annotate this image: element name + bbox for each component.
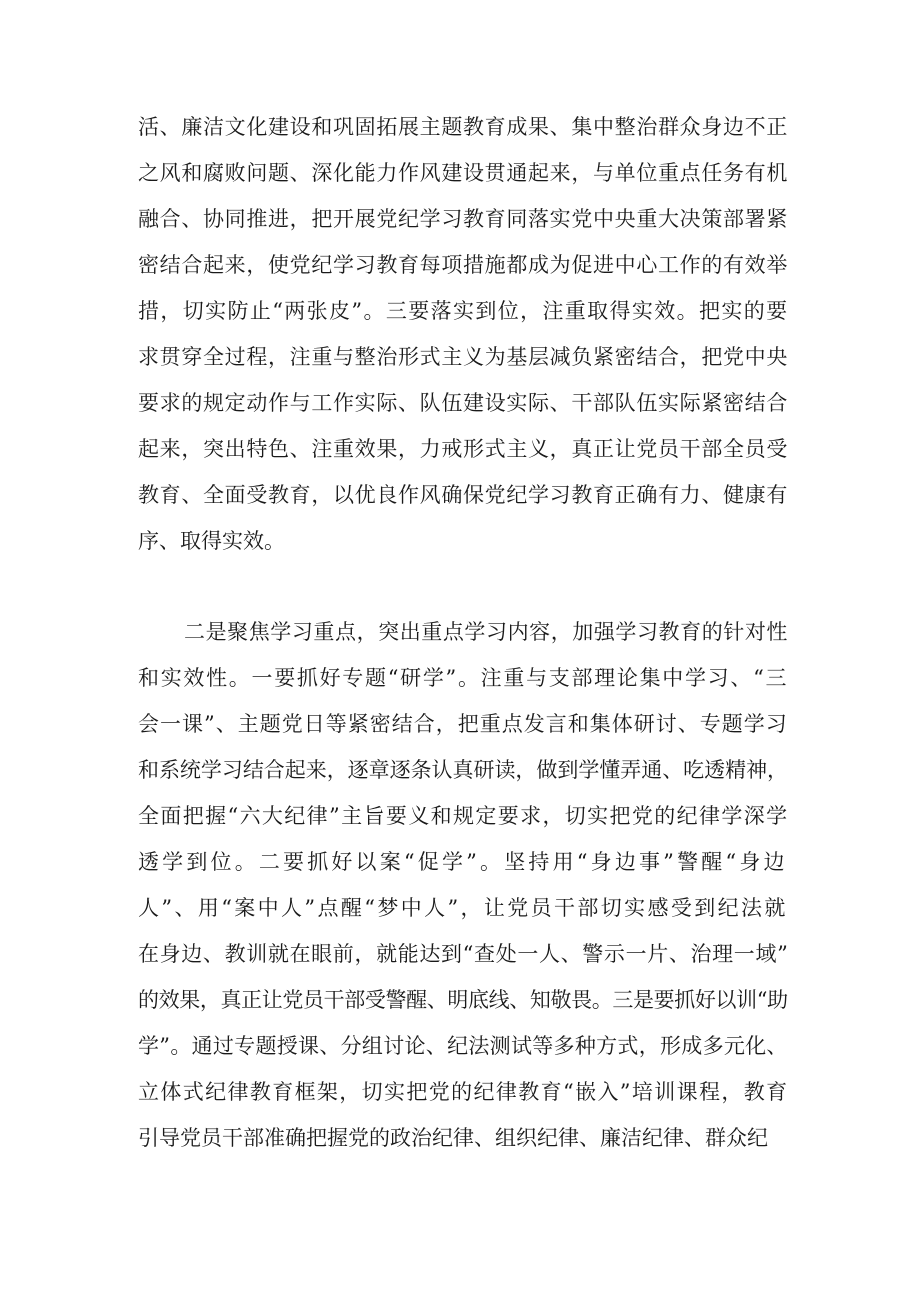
paragraph-line: 融合、协同推进，把开展党纪学习教育同落实党中央重大决策部署紧	[138, 207, 789, 231]
paragraph-1	[138, 104, 788, 574]
paragraph-line: 和系统学习结合起来，逐章逐条认真研读，做到学懂弄通、吃透精神，	[138, 758, 789, 782]
paragraph-line: 在身边、教训就在眼前，就能达到“查处一人、警示一片、治理一域”	[138, 942, 789, 966]
paragraph-line: 学”。通过专题授课、分组讨论、纪法测试等多种方式，形成多元化、	[138, 1034, 788, 1058]
paragraph-line: 引导党员干部准确把握党的政治纪律、组织纪律、廉洁纪律、群众纪	[138, 1126, 768, 1150]
paragraph-line: 立体式纪律教育框架，切实把党的纪律教育“嵌入”培训课程，教育	[138, 1080, 789, 1104]
paragraph-line: 活、廉洁文化建设和巩固拓展主题教育成果、集中整治群众身边不正	[138, 115, 789, 139]
paragraph-line: 要求的规定动作与工作实际、队伍建设实际、干部队伍实际紧密结合	[138, 391, 789, 415]
paragraph-line: 二是聚焦学习重点，突出重点学习内容，加强学习教育的针对性	[184, 620, 788, 644]
paragraph-line: 求贯穿全过程，注重与整治形式主义为基层减负紧密结合，把党中央	[138, 345, 789, 369]
paragraph-line: 透学到位。二要抓好以案“促学”。坚持用“身边事”警醒“身边	[138, 850, 788, 874]
paragraph-line: 全面把握“六大纪律”主旨要义和规定要求，切实把党的纪律学深学	[138, 804, 789, 828]
paragraph-line: 的效果，真正让党员干部受警醒、明底线、知敬畏。三是要抓好以训“助	[138, 988, 788, 1012]
paragraph-line: 之风和腐败问题、深化能力作风建设贯通起来，与单位重点任务有机	[138, 161, 789, 185]
paragraph-line: 人”、用“案中人”点醒“梦中人”，让党员干部切实感受到纪法就	[138, 896, 788, 920]
paragraph-2	[138, 609, 788, 1169]
paragraph-line: 措，切实防止“两张皮”。三要落实到位，注重取得实效。把实的要	[138, 299, 789, 323]
paragraph-line: 和实效性。一要抓好专题“研学”。注重与支部理论集中学习、“三	[138, 666, 789, 690]
paragraph-line: 序、取得实效。	[138, 529, 285, 553]
paragraph-line: 教育、全面受教育，以优良作风确保党纪学习教育正确有力、健康有	[138, 483, 789, 507]
paragraph-line: 密结合起来，使党纪学习教育每项措施都成为促进中心工作的有效举	[138, 253, 789, 277]
paragraph-line: 会一课”、主题党日等紧密结合，把重点发言和集体研讨、专题学习	[138, 712, 788, 736]
paragraph-line: 起来，突出特色、注重效果，力戒形式主义，真正让党员干部全员受	[138, 437, 789, 461]
